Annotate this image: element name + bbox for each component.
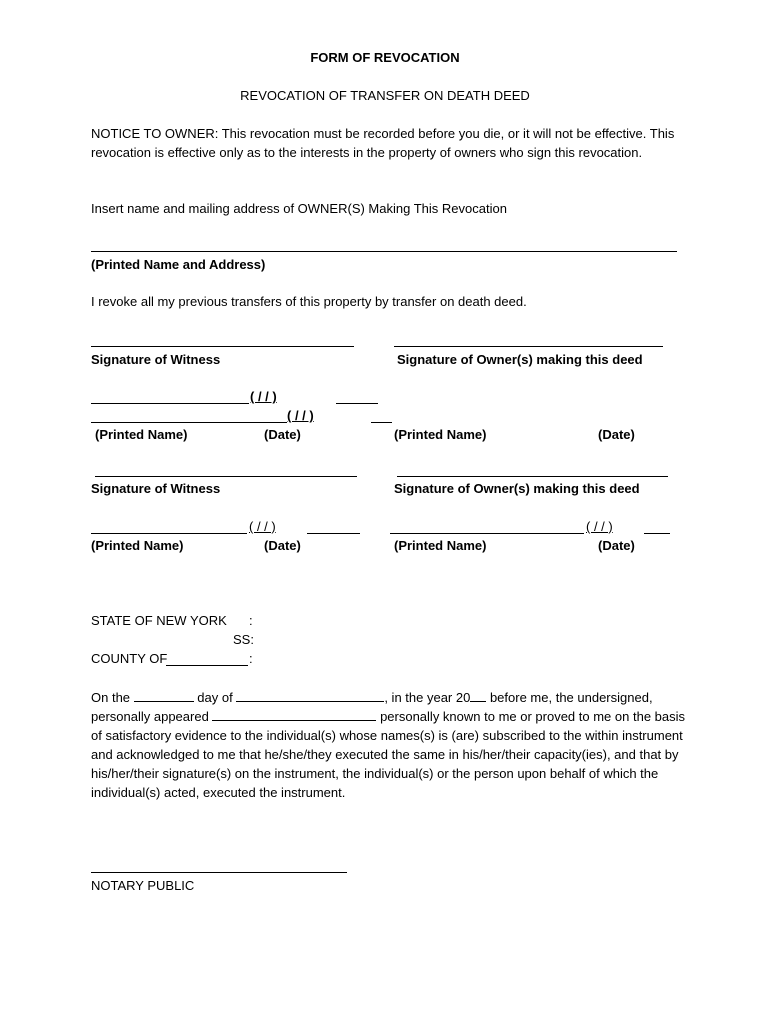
notary-public-label: NOTARY PUBLIC xyxy=(91,878,195,893)
form-title: FORM OF REVOCATION xyxy=(310,50,460,65)
owner-2-printed-name-line[interactable] xyxy=(390,533,584,534)
owner-2-printed-name-label: (Printed Name) xyxy=(394,538,487,553)
owner-2-date-label: (Date) xyxy=(598,538,635,553)
ack-year-blank[interactable] xyxy=(470,688,486,702)
revoke-statement: I revoke all my previous transfers of this property by transfer on death deed. xyxy=(91,294,527,309)
witness-2-printed-name-label: (Printed Name) xyxy=(91,538,184,553)
owner-1-date-blank[interactable]: ( / / ) xyxy=(287,408,314,423)
owner-2-signature-label: Signature of Owner(s) making this deed xyxy=(394,481,640,496)
owner-2-date-blank[interactable]: ( / / ) xyxy=(586,519,613,534)
notary-signature-line[interactable] xyxy=(91,872,347,873)
witness-2-date-label: (Date) xyxy=(264,538,301,553)
owner-1-date-tail-line xyxy=(371,422,392,423)
county-label: COUNTY OF xyxy=(91,651,168,666)
insert-instruction: Insert name and mailing address of OWNER(S) Making This Revocation xyxy=(91,201,507,216)
owner-1-signature-label: Signature of Owner(s) making this deed xyxy=(397,352,643,367)
ack-day-blank[interactable] xyxy=(134,688,194,702)
ack-day-of: day of xyxy=(197,690,233,705)
owner-1-printed-name-label: (Printed Name) xyxy=(394,427,487,442)
witness-1-date-tail-line xyxy=(336,403,378,404)
owner-1-signature-line[interactable] xyxy=(394,346,663,347)
witness-2-signature-line[interactable] xyxy=(95,476,357,477)
owner-1-printed-name-line[interactable] xyxy=(91,422,287,423)
county-colon: : xyxy=(249,651,253,666)
witness-2-date-blank[interactable]: ( / / ) xyxy=(249,519,276,534)
witness-2-printed-name-line[interactable] xyxy=(91,533,247,534)
ack-known-to-me: personally known to me or proved to me on xyxy=(380,709,630,724)
ack-on-the: On the xyxy=(91,690,131,705)
owner-name-address-line[interactable] xyxy=(91,251,677,252)
acknowledgment-paragraph xyxy=(91,688,691,802)
printed-name-address-label: (Printed Name and Address) xyxy=(91,257,266,272)
ack-in-the-year: , in the year 20 xyxy=(384,690,471,705)
state-label: STATE OF NEW YORK xyxy=(91,613,227,628)
ack-personally-appeared: personally appeared xyxy=(91,709,209,724)
witness-1-signature-line[interactable] xyxy=(91,346,354,347)
owner-2-signature-line[interactable] xyxy=(397,476,668,477)
witness-2-date-tail-line xyxy=(307,533,360,534)
ack-month-blank[interactable] xyxy=(236,688,384,702)
witness-1-date-label: (Date) xyxy=(264,427,301,442)
ack-before-me: before me, the undersigned, xyxy=(489,690,653,705)
witness-1-printed-name-label: (Printed Name) xyxy=(95,427,188,442)
ss-label: SS: xyxy=(233,632,254,647)
county-blank-line[interactable] xyxy=(166,665,248,666)
ack-body: the basis of satisfactory evidence to the individual(s) whose names(s) is (are) subscribed to the within instrument and acknowledged to me that he/she/they executed the same in his/her/their capacity(ies), and that by his/her/their signature(s) on the instrument, the individual(s) or the person upon behalf of which the individual(s) acted, executed the instrument. xyxy=(91,709,686,800)
owner-1-date-label: (Date) xyxy=(598,427,635,442)
witness-1-date-blank[interactable]: ( / / ) xyxy=(250,389,277,404)
owner-2-date-tail-line xyxy=(644,533,670,534)
ack-name-blank[interactable] xyxy=(212,707,376,721)
form-subtitle: REVOCATION OF TRANSFER ON DEATH DEED xyxy=(240,88,530,103)
witness-1-signature-label: Signature of Witness xyxy=(91,352,221,367)
notice-paragraph: NOTICE TO OWNER: This revocation must be recorded before you die, or it will not be effective. This revocation is effective only as to the interests in the property of owners who sign this revocation. xyxy=(91,126,675,160)
witness-2-signature-label: Signature of Witness xyxy=(91,481,221,496)
state-colon: : xyxy=(249,613,253,628)
witness-1-printed-name-line[interactable] xyxy=(91,403,249,404)
